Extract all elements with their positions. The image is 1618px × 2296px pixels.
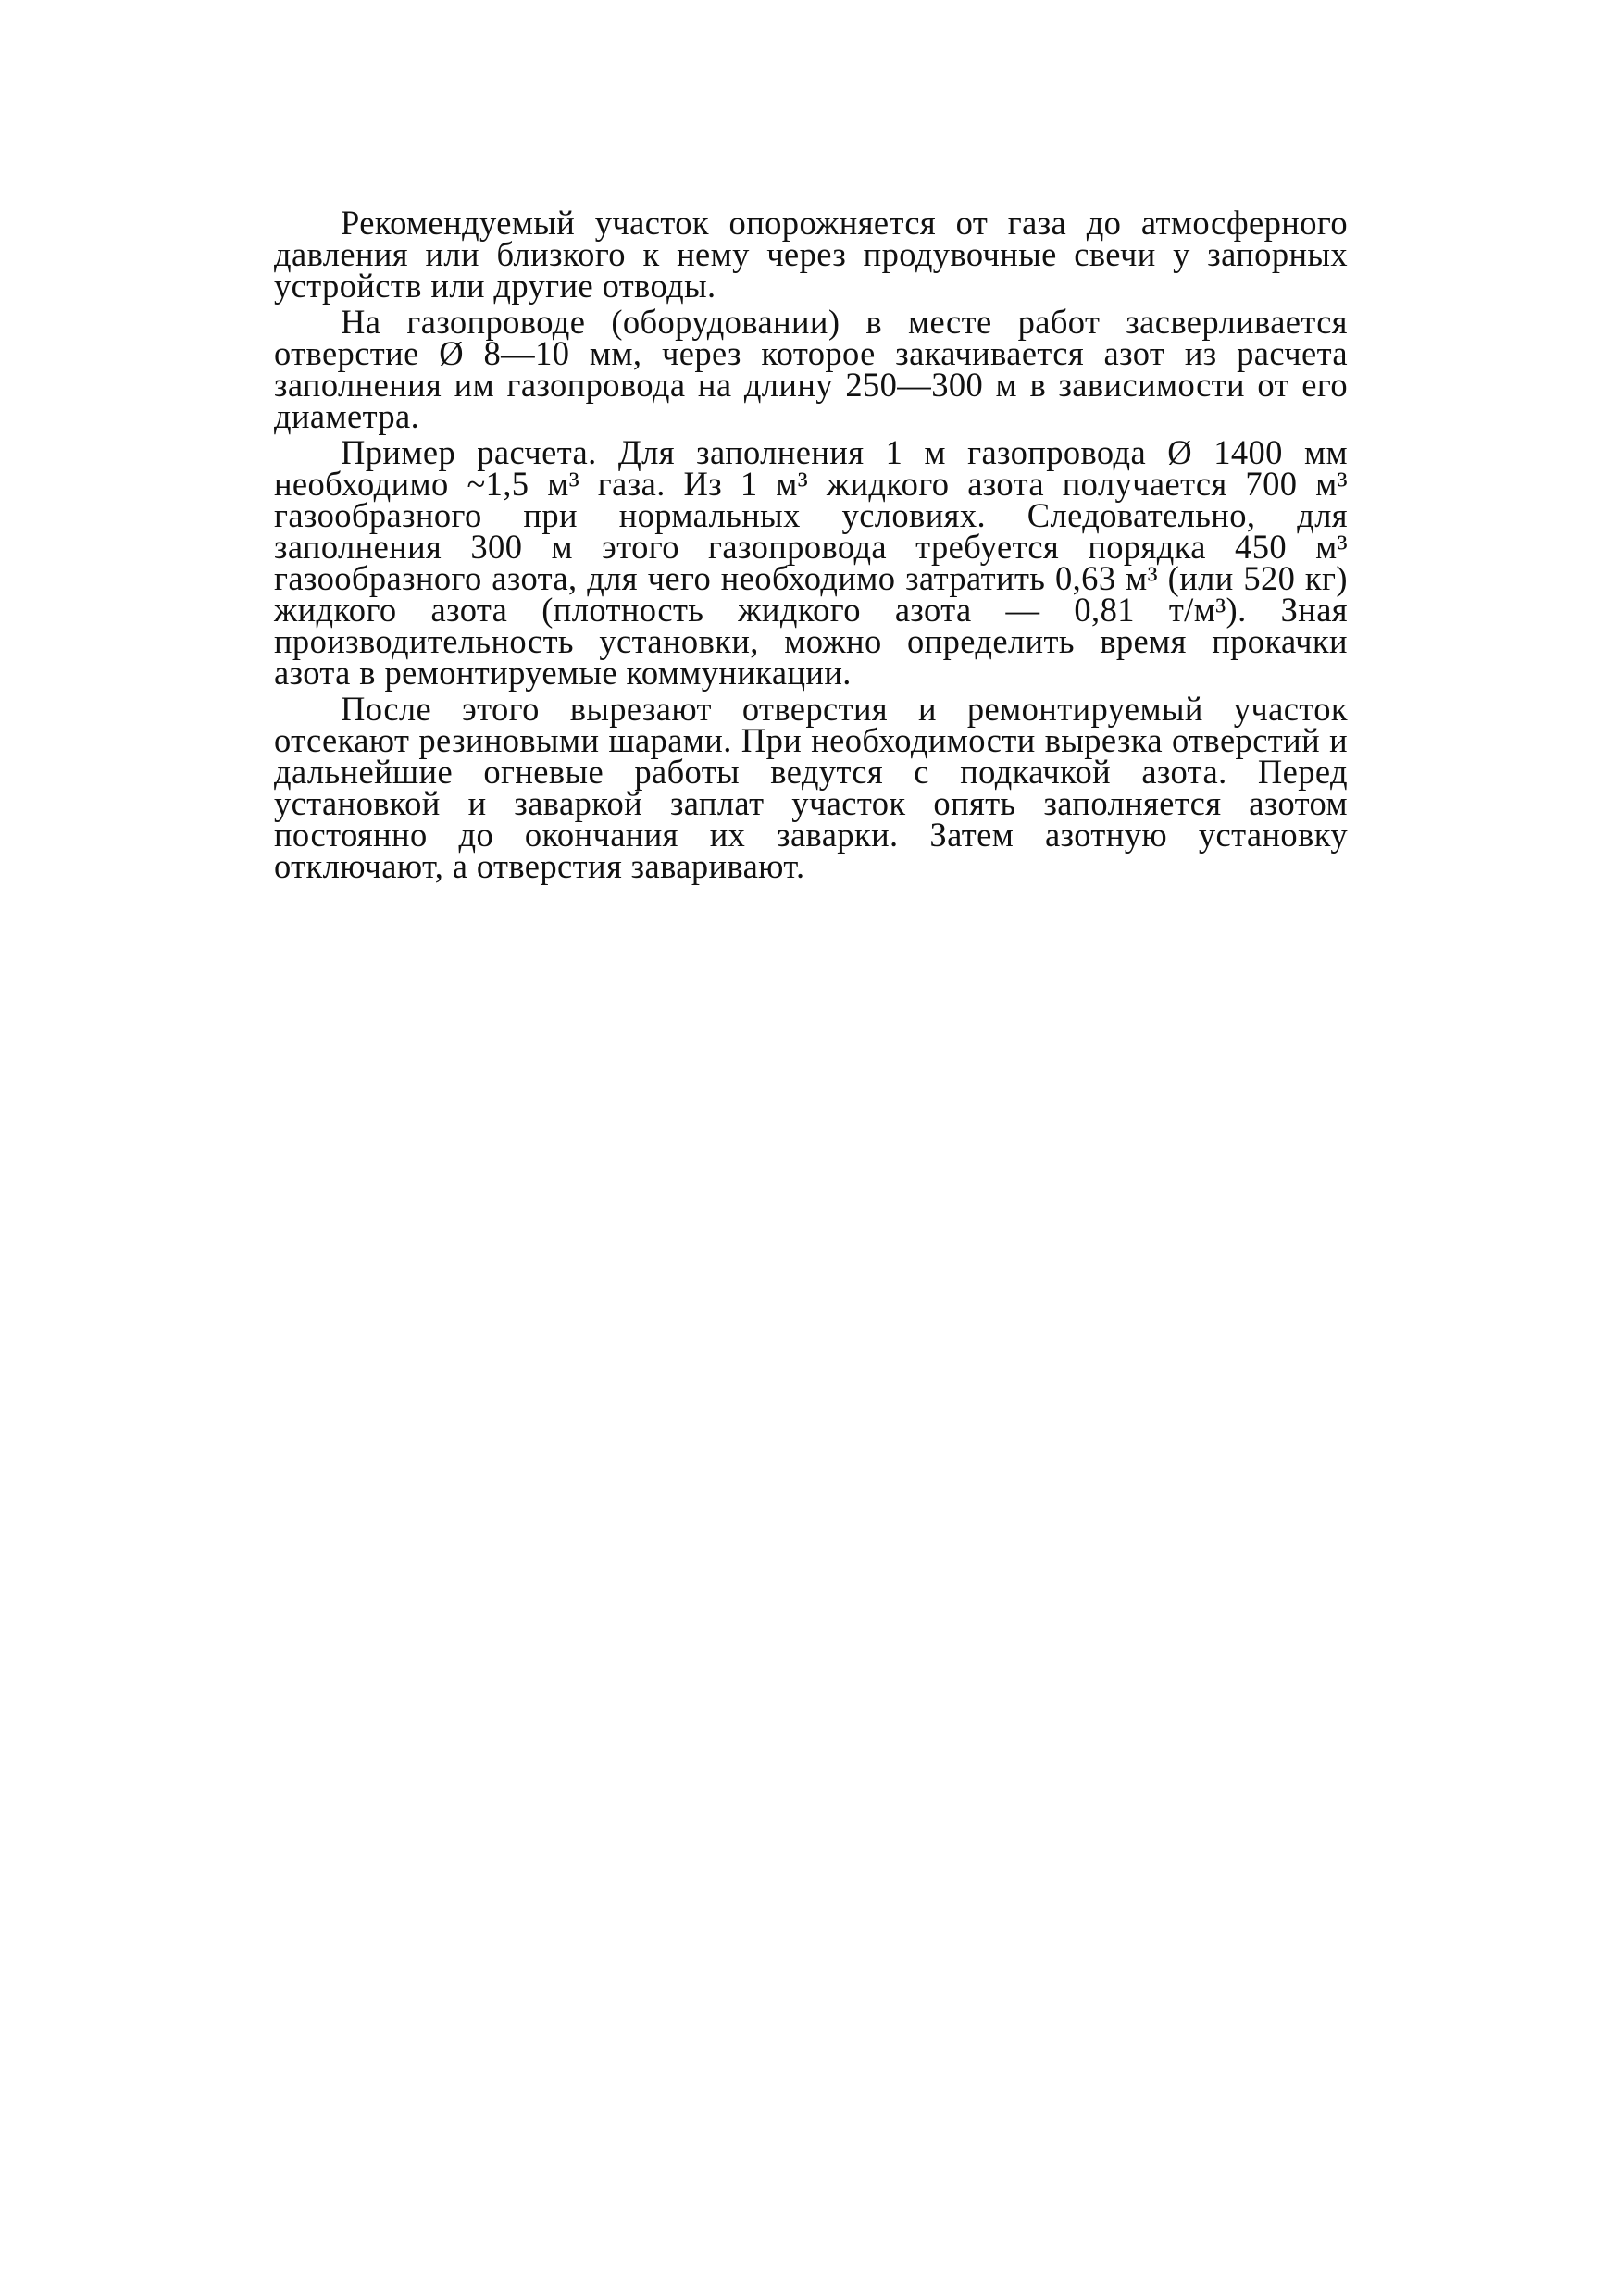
paragraph-depressurization: Рекомендуемый участок опорожняется от газа до атмосферного давления или близкого к нему через продувочные свечи у запорных устройств или другие отводы. <box>274 204 1348 305</box>
paragraph-drilling: На газопроводе (оборудовании) в месте работ засверливается отверстие Ø 8—10 мм, через которое закачивается азот из расчета заполнения им газопровода на длину 250—300 м в зависимости от его диаметра. <box>274 303 1348 435</box>
paragraph-calculation-example: Пример расчета. Для заполнения 1 м газопровода Ø 1400 мм необходимо ~1,5 м³ газа. Из 1 м³ жидкого азота получается 700 м³ газообразного при нормальных условиях. Следовательно, для заполнения 300 м этого газопровода требуется порядка 450 м³ газообразного азота, для чего необходимо затратить 0,63 м³ (или 520 кг) жидкого азота (плотность жидкого азота — 0,81 т/м³). Зная производительность установки, можно определить время прокачки азота в ремонтируемые коммуникации. <box>274 433 1348 692</box>
body-text <box>274 204 1348 885</box>
paragraph-cutting-welding: После этого вырезают отверстия и ремонтируемый участок отсекают резиновыми шарами. При необходимости вырезка отверстий и дальнейшие огневые работы ведутся с подкачкой азота. Перед установкой и заваркой заплат участок опять заполняется азотом постоянно до окончания их заварки. Затем азотную установку отключают, а отверстия заваривают. <box>274 690 1348 885</box>
